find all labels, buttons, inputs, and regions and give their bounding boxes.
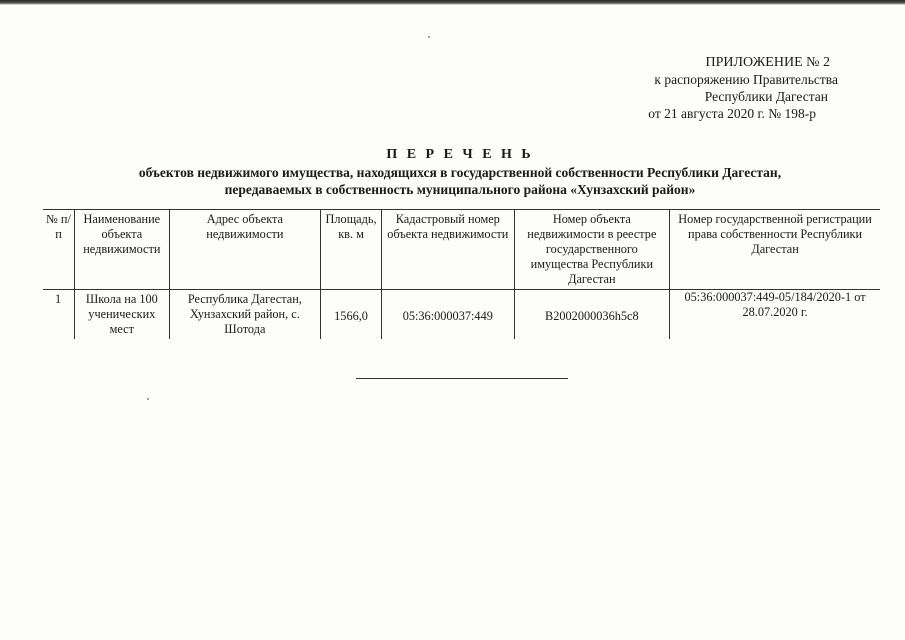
cell-number: 1	[43, 290, 75, 340]
cell-state-registration: 05:36:000037:449-05/184/2020-1 от 28.07.2020 г.	[670, 290, 880, 340]
property-table	[43, 209, 880, 339]
header-state-registration: Номер государственной регистрации права собственности Республики Дагестан	[670, 210, 880, 290]
header-registry: Номер объекта недвижимости в реестре государственного имущества Республики Дагестан	[514, 210, 670, 290]
header-cadastral: Кадастровый номер объекта недвижимости	[382, 210, 514, 290]
appendix-date-line: от 21 августа 2020 г. № 198-р	[648, 106, 816, 121]
cell-area: 1566,0	[321, 290, 382, 340]
property-table-wrapper	[43, 209, 880, 339]
appendix-block	[648, 54, 838, 122]
header-name: Наименование объекта недвижимости	[75, 210, 170, 290]
cell-name: Школа на 100 ученических мест	[75, 290, 170, 340]
table-row	[43, 290, 880, 340]
scan-top-edge	[0, 0, 905, 5]
document-subtitle-2: передаваемых в собственность муниципального района «Хунзахский район»	[224, 182, 696, 197]
cell-address: Республика Дагестан, Хунзахский район, с. Шотода	[169, 290, 320, 340]
appendix-title: ПРИЛОЖЕНИЕ № 2	[705, 55, 830, 70]
header-number: № п/п	[43, 210, 75, 290]
scan-speck	[428, 36, 430, 38]
cell-registry: В2002000036h5c8	[514, 290, 670, 340]
document-heading: П Е Р Е Ч Е Н Ь	[386, 147, 534, 162]
document-subtitle-1: объектов недвижимого имущества, находящихся в государственной собственности Республики Дагестан,	[138, 165, 782, 180]
table-header-row	[43, 210, 880, 290]
header-address: Адрес объекта недвижимости	[169, 210, 320, 290]
cell-cadastral: 05:36:000037:449	[382, 290, 514, 340]
appendix-republic-line: Республики Дагестан	[704, 89, 828, 104]
scan-speck	[147, 398, 149, 400]
appendix-order-line: к распоряжению Правительства	[654, 72, 838, 87]
header-area: Площадь, кв. м	[321, 210, 382, 290]
document-title-block	[60, 146, 860, 198]
closing-rule	[356, 378, 568, 379]
